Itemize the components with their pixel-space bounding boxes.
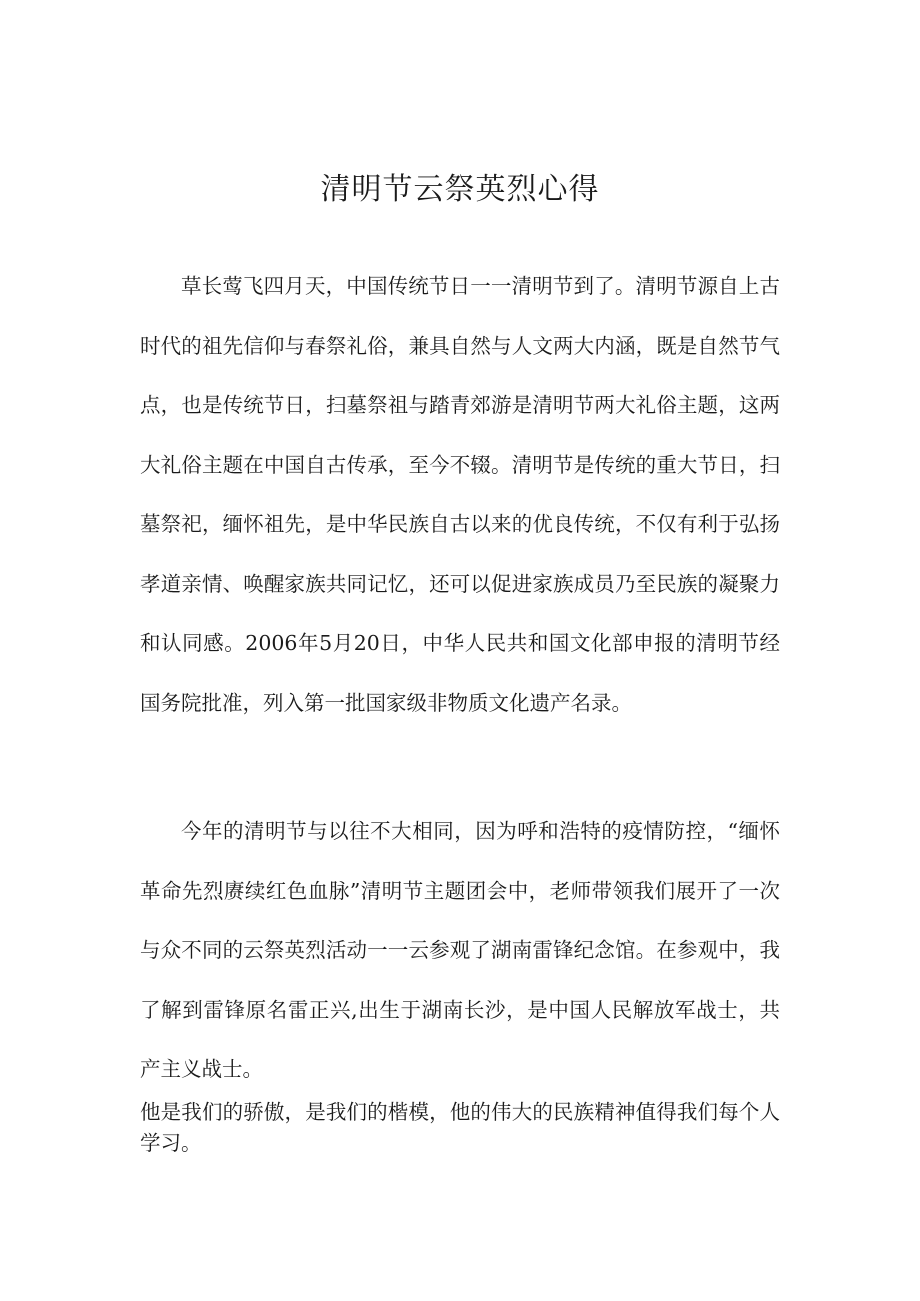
document-title: 清明节云祭英烈心得 [320, 172, 600, 207]
paragraph-conclusion: 他是我们的骄傲，是我们的楷模，他的伟大的民族精神值得我们每个人学习。 [140, 1100, 780, 1155]
paragraph-qingming-origin: 草长莺飞四月天，中国传统节日一一清明节到了。清明节源自上古时代的祖先信仰与春祭礼俗，兼具自然与人文两大内涵，既是自然节气点，也是传统节日，扫墓祭祖与踏青郊游是清明节两大礼俗主题，这两大礼俗主题在中国自古传承，至今不辍。清明节是传统的重大节日，扫墓祭祀，缅怀祖先，是中华民族自古以来的优良传统，不仅有利于弘扬孝道亲情、唤醒家族共同记忆，还可以促进家族成员乃至民族的凝聚力和认同感。2006年5月20日，中华人民共和国文化部申报的清明节经国务院批准，列入第一批国家级非物质文化遗产名录。 [140, 274, 780, 715]
paragraph-cloud-memorial: 今年的清明节与以往不大相同，因为呼和浩特的疫情防控，“缅怀革命先烈赓续红色血脉”清明节主题团会中，老师带领我们展开了一次与众不同的云祭英烈活动一一云参观了湖南雷锋纪念馆。在参观中，我了解到雷锋原名雷正兴,出生于湖南长沙，是中国人民解放军战士，共产主义战士。 [140, 819, 780, 1081]
